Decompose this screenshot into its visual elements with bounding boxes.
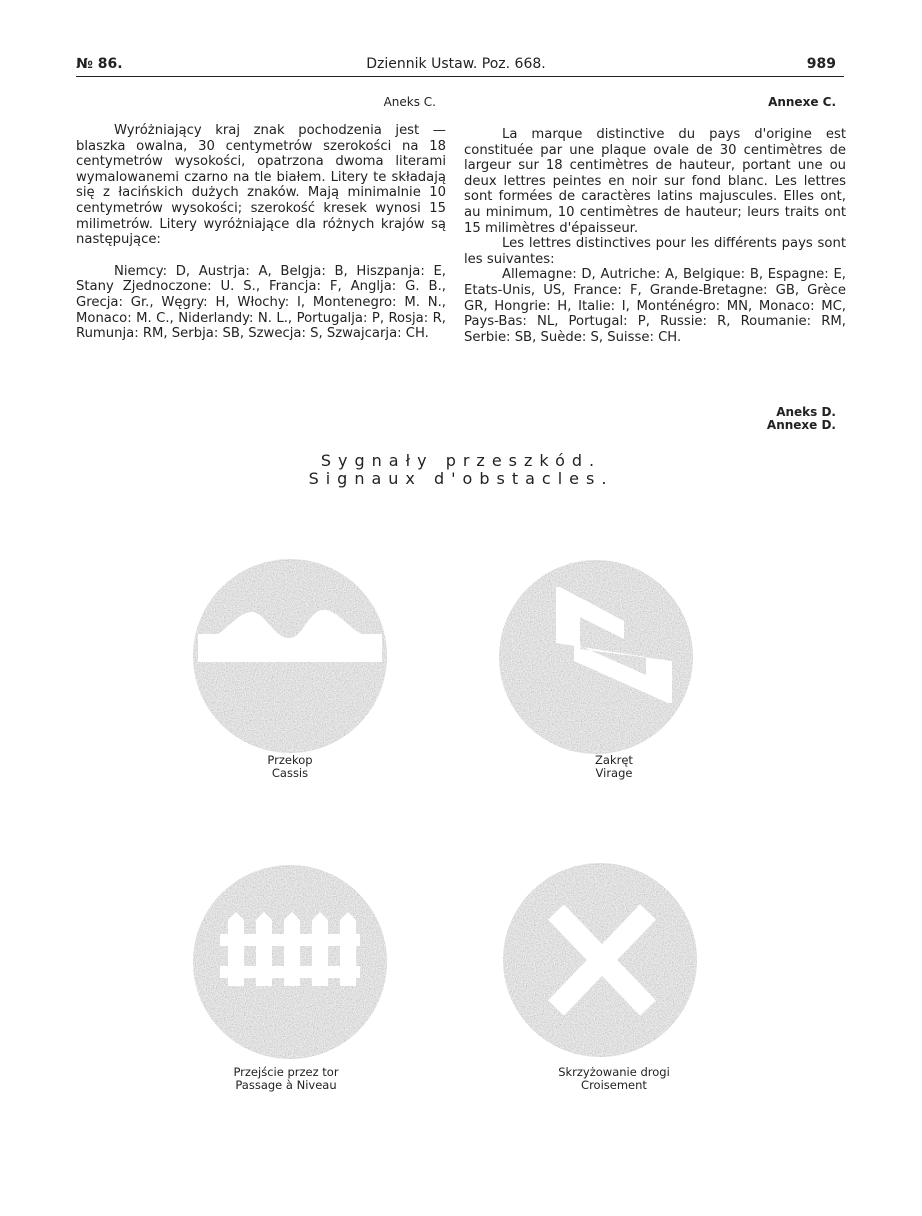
caption-level-crossing-pl: Przejście przez tor [233, 1065, 339, 1079]
cassis-bump-icon [190, 556, 390, 756]
french-paragraph-2: Les lettres distinctives pour les différents pays sont les suivantes: [464, 236, 846, 267]
caption-crossroad [484, 1066, 744, 1092]
caption-level-crossing [156, 1066, 416, 1092]
caption-cassis [160, 754, 420, 780]
caption-level-crossing-fr: Passage à Niveau [235, 1078, 337, 1092]
signals-title-pl: Sygnały przeszkód. [320, 451, 602, 470]
caption-virage-fr: Virage [595, 766, 633, 780]
caption-cassis-fr: Cassis [271, 766, 309, 780]
annex-d-label-pl: Aneks D. [776, 405, 836, 419]
annex-c-label-fr: Annexe C. [768, 95, 836, 109]
issue-number: № 86. [76, 56, 123, 72]
caption-cassis-pl: Przekop [267, 753, 313, 767]
signals-title-fr: Signaux d'obstacles. [308, 469, 614, 488]
level-crossing-gate-icon [190, 862, 390, 1062]
page-number: 989 [806, 56, 836, 72]
annex-c-french-column [464, 127, 846, 345]
caption-crossroad-pl: Skrzyżowanie drogi [558, 1065, 670, 1079]
journal-title: Dziennik Ustaw. Poz. 668. [366, 56, 546, 72]
annex-d-labels [640, 406, 836, 432]
caption-virage-pl: Zakręt [595, 753, 633, 767]
page-header [76, 56, 836, 78]
annex-c-label-pl: Aneks C. [383, 95, 436, 109]
french-paragraph-1: La marque distinctive du pays d'origine est constituée par une plaque ovale de 30 centimètres de largeur sur 18 centimètres de hauteur, portant une ou deux lettres peintes en noir sur fond blanc. Les lettres sont formées de caractères latins majuscules. Elles ont, au minimum, 10 centimètres de hauteur; leurs traits ont 15 milimètres d'épaisseur. [464, 127, 846, 236]
annex-c-polish-column [76, 123, 446, 342]
french-paragraph-3: Allemagne: D, Autriche: A, Belgique: B, Espagne: E, Etats-Unis, US, France: F, Grande-Bretagne: GB, Grèce GR, Hongrie: H, Italie: I, Monténégro: MN, Monaco: MC, Pays-Bas: NL, Portugal: P, Russie: R, Roumanie: RM, Serbie: SB, Suède: S, Suisse: CH. [464, 267, 846, 345]
polish-paragraph-2: Niemcy: D, Austrja: A, Belgja: B, Hiszpanja: E, Stany Zjednoczone: U. S., Francja: F, Anglja: G. B., Grecja: Gr., Węgry: H, Włochy: I, Montenegro: M. N., Monaco: M. C., Niderlandy: N. L., Portugalja: P, Rosja: R, Rumunja: RM, Serbja: SB, Szwecja: S, Szwajcarja: CH. [76, 263, 446, 342]
crossroad-x-icon [500, 860, 700, 1060]
header-rule [76, 76, 844, 77]
caption-virage [484, 754, 744, 780]
signals-title [0, 452, 922, 488]
caption-crossroad-fr: Croisement [581, 1078, 647, 1092]
annex-d-label-fr: Annexe D. [766, 418, 836, 432]
polish-paragraph-1: Wyróżniający kraj znak pochodzenia jest — blaszka owalna, 30 centymetrów szerokości na 18 centymetrów wysokości, opatrzona dwoma literami wymalowanemi czarno na tle białem. Litery te składają się z łacińskich dużych znaków. Mają minimalnie 10 centymetrów wysokości; szerokość kresek wynosi 15 milimetrów. Litery wyróżniające dla różnych krajów są następujące: [76, 123, 446, 248]
virage-curve-icon [496, 557, 696, 757]
